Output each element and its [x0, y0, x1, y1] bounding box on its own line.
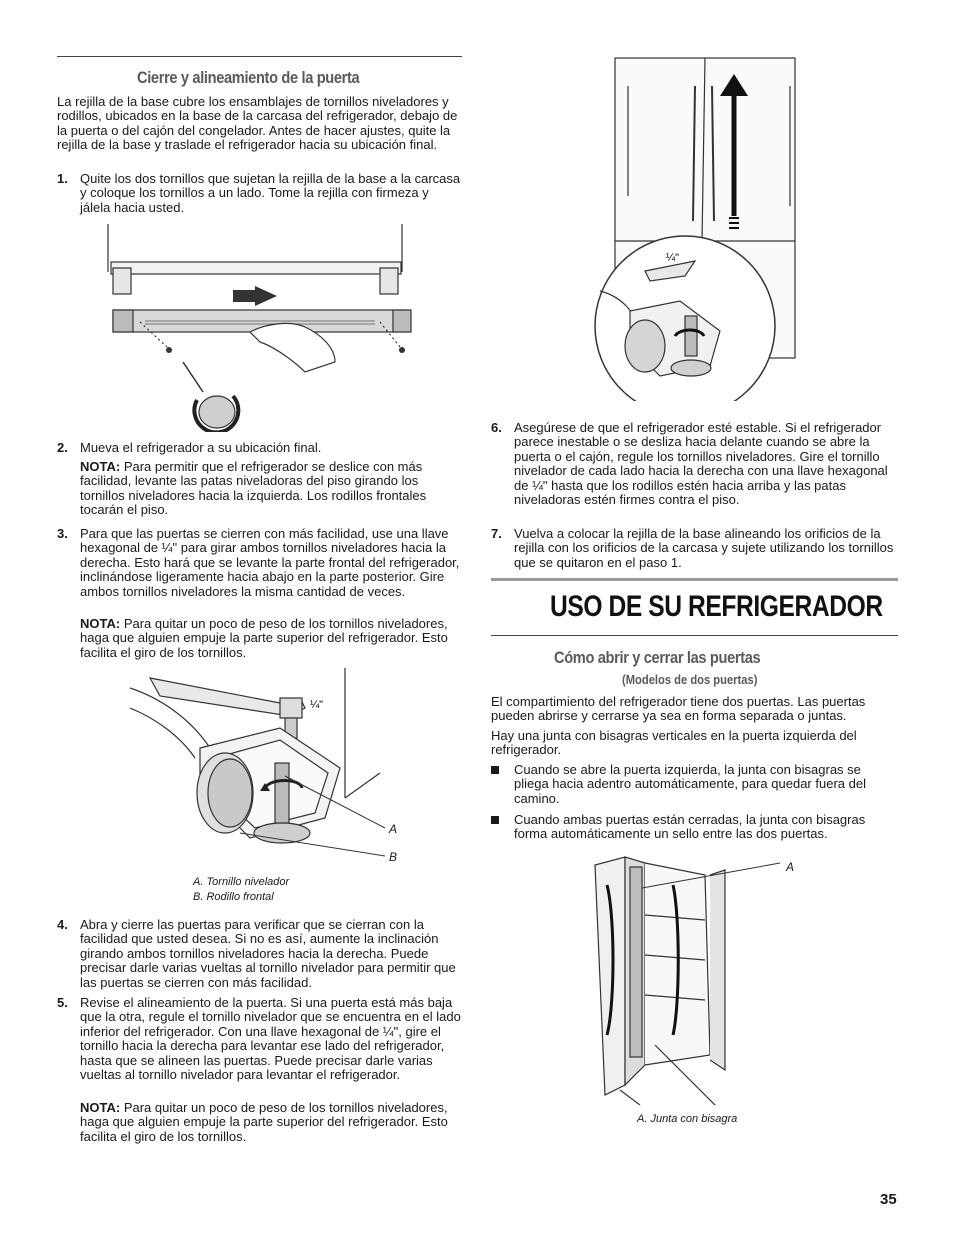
- note-text: Para quitar un poco de peso de los tornillos niveladores, haga que alguien empuje la parte superior del refrigerador. Esto facilita el giro de los tornillos.: [80, 616, 448, 660]
- step-text: Revise el alineamiento de la puerta. Si una puerta está más baja que la otra, regule el tornillo nivelador que se encuentra en el lado inferior del refrigerador. Con una llave hexagonal de ¼", gire el tornillo hacia la derecha para levantar ese lado del refrigerador, hasta que se alineen las puertas. Puede precisar darle varias vueltas al tornillo nivelador para levantar el refrigerador.: [80, 995, 461, 1083]
- figure-caption-b: B. Rodillo frontal: [193, 891, 274, 903]
- step-text: Asegúrese de que el refrigerador esté estable. Si el refrigerador parece inestable o se desliza hacia delante cuando se abre la puerta o el cajón, regule los tornillos niveladores. Gire el tornillo nivelador de cada lado hacia la derecha con una llave hexagonal de ¼" hasta que los rodillos estén hacia arriba y las patas niveladoras estén firmes contra el piso.: [514, 420, 888, 508]
- note-label: NOTA:: [80, 459, 121, 474]
- step-text: Para que las puertas se cierren con más facilidad, use una llave hexagonal de ¼" para girar ambos tornillos niveladores hacia la derecha. Esto hará que se levante la parte frontal del refrigerador, inclinándose ligeramente hacia abajo en la parte posterior. Gire ambos tornillos niveladores la misma cantidad de veces.: [80, 526, 460, 599]
- bullet-square: [491, 766, 499, 774]
- step-number: 5.: [57, 995, 68, 1010]
- title-underline: [491, 635, 898, 636]
- section-divider: [491, 578, 898, 581]
- figure-caption-a: A. Tornillo nivelador: [193, 876, 290, 888]
- note-label: NOTA:: [80, 616, 121, 631]
- step-number: 6.: [491, 420, 502, 435]
- page-title: USO DE SU REFRIGERADOR: [550, 590, 883, 623]
- note-text: Para permitir que el refrigerador se deslice con más facilidad, levante las patas niveladoras del piso girando los tornillos niveladores hacia la izquierda. Los rodillos frontales tocarán el piso.: [80, 459, 427, 518]
- callout-a: A: [786, 860, 795, 874]
- note-step-5: [80, 1101, 462, 1144]
- note-step-3: [80, 617, 462, 660]
- step-number: 2.: [57, 440, 68, 455]
- callout-b: B: [389, 850, 398, 864]
- step-number: 1.: [57, 171, 68, 186]
- section-heading-door-alignment: Cierre y alineamiento de la puerta: [137, 68, 360, 87]
- size-label: ¼": [310, 699, 324, 711]
- size-label: ¼": [666, 252, 680, 264]
- refrigerator-leveling-illustration: [590, 56, 800, 401]
- step-number: 4.: [57, 917, 68, 932]
- top-rule-left: [57, 56, 462, 57]
- section-heading-doors: Cómo abrir y cerrar las puertas: [554, 648, 761, 667]
- step-number: 3.: [57, 526, 68, 541]
- callout-a: A: [389, 822, 398, 836]
- base-grille-illustration: [105, 222, 425, 432]
- note-label: NOTA:: [80, 1100, 121, 1115]
- bullet-square: [491, 816, 499, 824]
- hinged-gasket-illustration: [585, 855, 805, 1105]
- step-number: 7.: [491, 526, 502, 541]
- step-text: Mueva el refrigerador a su ubicación final.: [80, 440, 322, 455]
- figure-caption: A. Junta con bisagra: [637, 1113, 738, 1125]
- step-text: Vuelva a colocar la rejilla de la base alineando los orificios de la rejilla con los orificios de la carcasa y sujete utilizando los tornillos que se quitaron en el paso 1.: [514, 526, 894, 570]
- page-number: 35: [880, 1191, 897, 1208]
- step-text: Quite los dos tornillos que sujetan la rejilla de la base a la carcasa y coloque los tornillos a un lado. Tome la rejilla con firmeza y jálela hacia usted.: [80, 171, 461, 215]
- paragraph-doors: El compartimiento del refrigerador tiene dos puertas. Las puertas pueden abrirse y cerrarse ya sea en forma separada o juntas.: [491, 694, 866, 724]
- bullet-text: Cuando ambas puertas están cerradas, la junta con bisagras forma automáticamente un sello entre las dos puertas.: [514, 812, 866, 842]
- paragraph-gasket: Hay una junta con bisagras verticales en la puerta izquierda del refrigerador.: [491, 728, 857, 758]
- note-step-2: [80, 460, 462, 518]
- bullet-text: Cuando se abre la puerta izquierda, la junta con bisagras se pliega hacia adentro automáticamente, para quedar fuera del camino.: [514, 762, 866, 806]
- step-text: Abra y cierre las puertas para verificar que se cierran con la facilidad que usted desea. Si no es así, aumente la inclinación girando ambos tornillos niveladores hacia la derecha. Puede precisar darle varias vueltas al tornillo nivelador para permitir que las puertas se cierren con más facilidad.: [80, 917, 456, 990]
- leveling-screw-illustration: [130, 668, 410, 868]
- section-subheading: (Modelos de dos puertas): [622, 672, 758, 687]
- note-text: Para quitar un poco de peso de los tornillos niveladores, haga que alguien empuje la parte superior del refrigerador. Esto facilita el giro de los tornillos.: [80, 1100, 448, 1144]
- intro-paragraph: La rejilla de la base cubre los ensamblajes de tornillos niveladores y rodillos, ubicados en la base de la carcasa del refrigerador, debajo de la puerta o del cajón del congelador. Antes de hacer ajustes, quite la rejilla de la base y traslade el refrigerador hacia su ubicación final.: [57, 94, 458, 153]
